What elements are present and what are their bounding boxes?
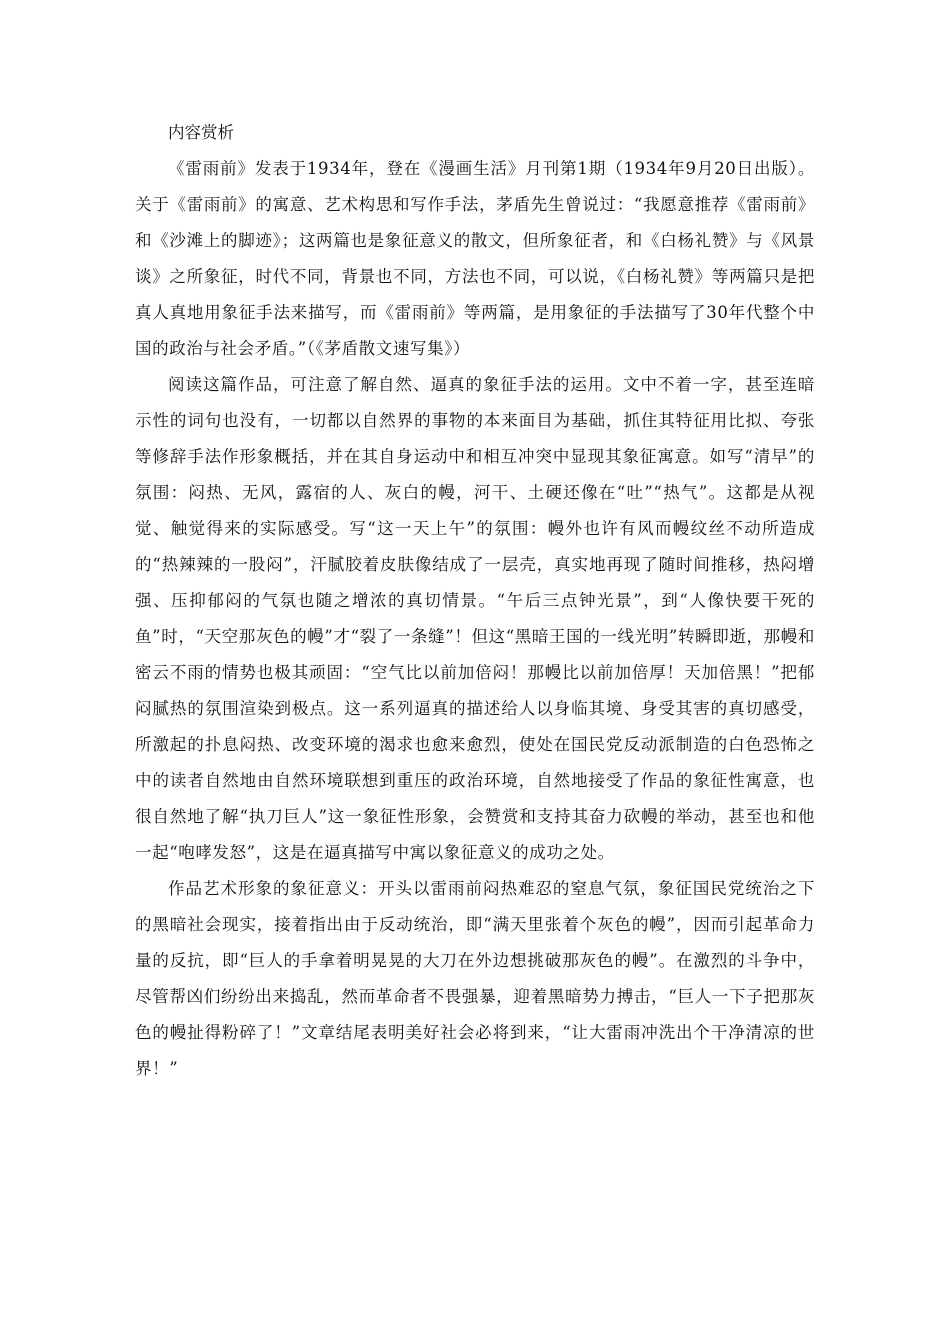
section-heading: 内容赏析 [168, 123, 234, 142]
document-body [135, 115, 815, 1087]
paragraph-symbolism-technique: 阅读这篇作品，可注意了解自然、逼真的象征手法的运用。文中不着一字，甚至连暗示性的词句也没有，一切都以自然界的事物的本来面目为基础，抓住其特征用比拟、夸张等修辞手法作形象概括，并在其自身运动中和相互冲突中显现其象征寓意。如写“清早”的氛围：闷热、无风，露宿的人、灰白的幔，河干、土硬还像在“吐”“热气”。这都是从视觉、触觉得来的实际感受。写“这一天上午”的氛围：幔外也许有风而幔纹丝不动所造成的“热辣辣的一股闷”，汗腻胶着皮肤像结成了一层壳，真实地再现了随时间推移，热闷增强、压抑郁闷的气氛也随之增浓的真切情景。“午后三点钟光景”，到“人像快要干死的鱼”时，“天空那灰色的幔”才“裂了一条缝”！但这“黑暗王国的一线光明”转瞬即逝，那幔和密云不雨的情势也极其顽固：“空气比以前加倍闷！那幔比以前加倍厚！天加倍黑！”把郁闷腻热的氛围渲染到极点。这一系列逼真的描述给人以身临其境、身受其害的真切感受，所激起的扑息闷热、改变环境的渴求也愈来愈烈，使处在国民党反动派制造的白色恐怖之中的读者自然地由自然环境联想到重压的政治环境，自然地接受了作品的象征性寓意，也很自然地了解“执刀巨人”这一象征性形象，会赞赏和支持其奋力砍幔的举动，甚至也和他一起“咆哮发怒”，这是在逼真描写中寓以象征意义的成功之处。 [135, 375, 815, 862]
paragraph-symbolic-meaning: 作品艺术形象的象征意义：开头以雷雨前闷热难忍的窒息气氛，象征国民党统治之下的黑暗社会现实，接着指出由于反动统治，即“满天里张着个灰色的幔”，因而引起革命力量的反抗，即“巨人的手拿着明晃晃的大刀在外边想挑破那灰色的幔”。在激烈的斗争中，尽管帮凶们纷纷出来捣乱，然而革命者不畏强暴，迎着黑暗势力搏击，“巨人一下子把那灰色的幔扯得粉碎了！”文章结尾表明美好社会必将到来，“让大雷雨冲洗出个干净清凉的世界！” [135, 879, 815, 1078]
paragraph-publication-info: 《雷雨前》发表于1934年，登在《漫画生活》月刊第1期（1934年9月20日出版）。关于《雷雨前》的寓意、艺术构思和写作手法，茅盾先生曾说过：“我愿意推荐《雷雨前》和《沙滩上的脚迹》；这两篇也是象征意义的散文，但所象征者，和《白杨礼赞》与《风景谈》之所象征，时代不同，背景也不同，方法也不同，可以说，《白杨礼赞》等两篇只是把真人真地用象征手法来描写，而《雷雨前》等两篇，是用象征的手法描写了30年代整个中国的政治与社会矛盾。”（《茅盾散文速写集》） [135, 159, 815, 358]
